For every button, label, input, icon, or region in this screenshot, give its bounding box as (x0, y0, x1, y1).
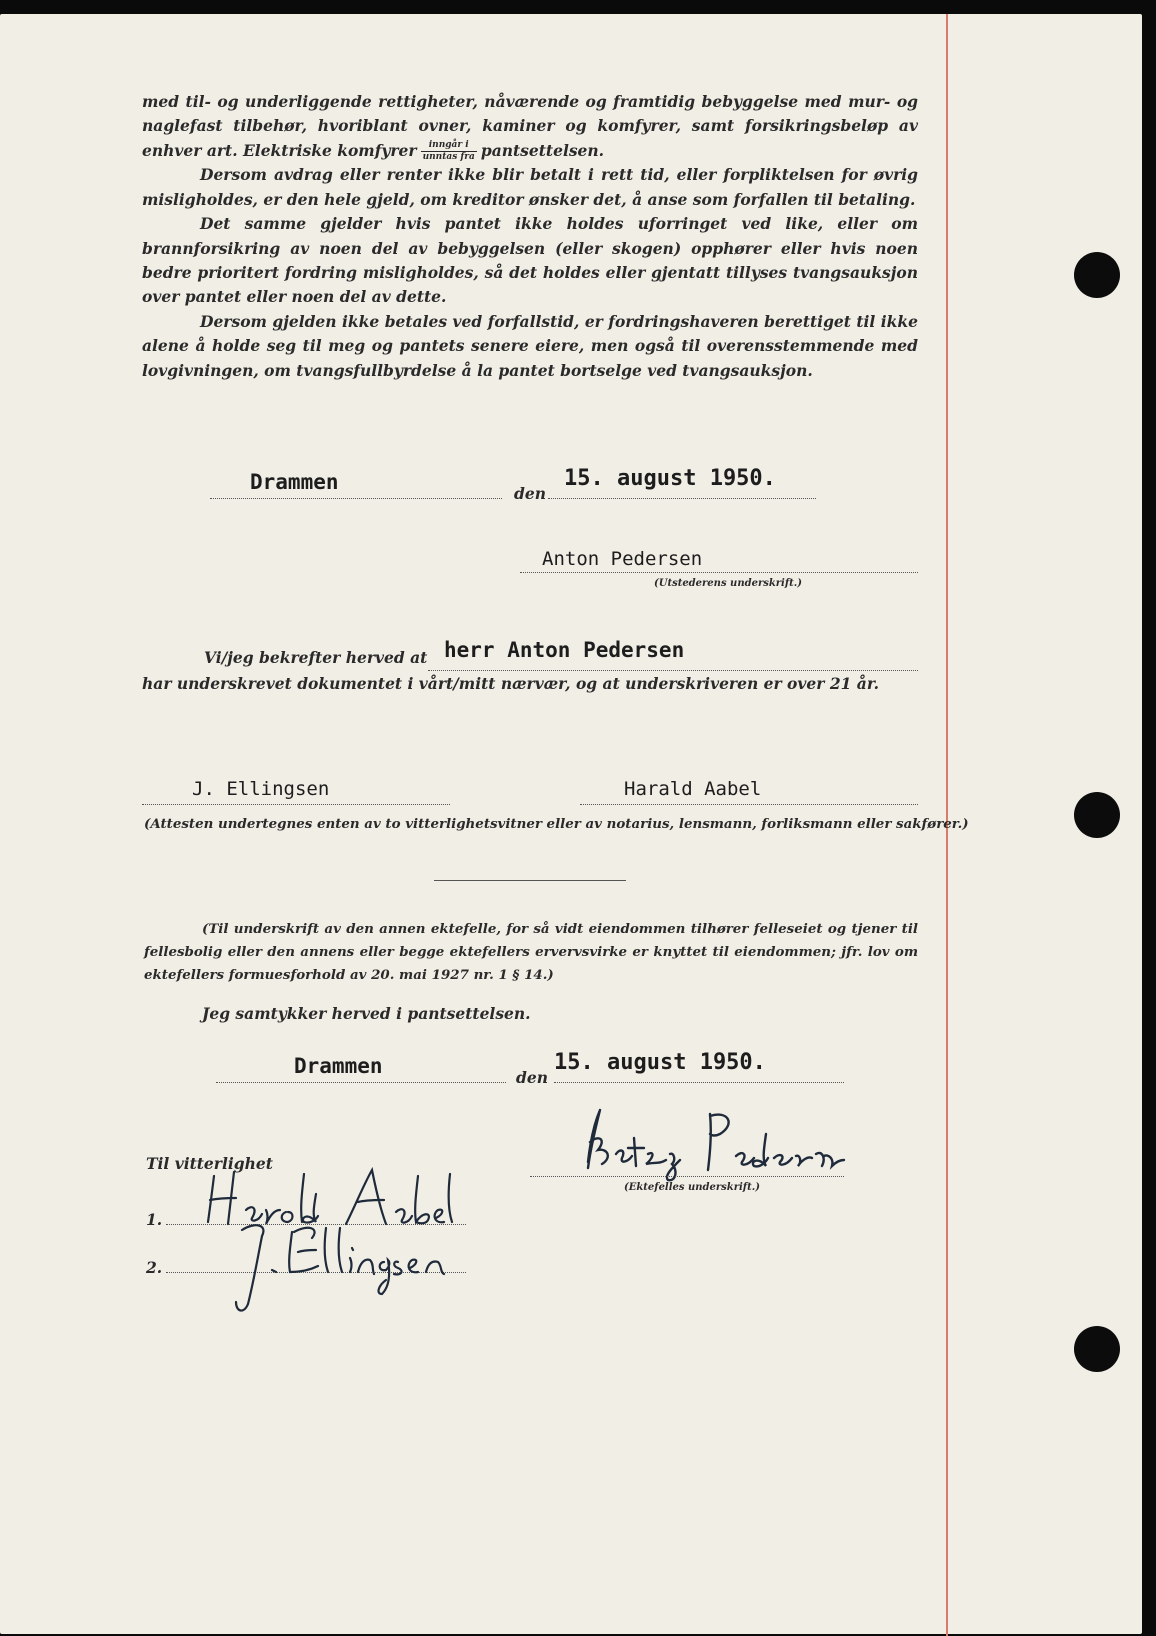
issue-den-label: den (514, 484, 546, 503)
witness2-signature-drawing (228, 1214, 478, 1324)
attest-name: herr Anton Pedersen (444, 638, 685, 662)
issuer-name: Anton Pedersen (542, 548, 703, 570)
attest-witness2-line (580, 804, 918, 805)
attest-witness2: Harald Aabel (624, 778, 762, 800)
spouse-note: (Til underskrift av den annen ektefelle, for så vidt eiendommen tilhører felleseiet og tjener til fellesbolig eller den annens eller begge ektefellers ervervsvirke er knyttet til eiendommen; jfr. lov om ektefellers formuesforhold av 20. mai 1927 nr. 1 § 14.) (144, 921, 918, 983)
fraction-inngar-unntas: $\frac{\text{inngår i}}{\text{unntas fra}}$ (422, 140, 475, 163)
punch-hole-bottom (1074, 1326, 1120, 1372)
spouse-place: Drammen (294, 1054, 383, 1078)
issue-place: Drammen (250, 470, 339, 494)
paragraph-insurance: Det samme gjelder hvis pantet ikke holdes uforringet ved like, eller om brannforsikring av noen del av bebyggelsen (eller skogen) opphører eller hvis noen bedre prioritert fordring misligholdes, så det holdes eller gjentatt tillyses tvangsauksjon over pantet eller noen del av dette. (142, 214, 918, 307)
attest-witness1-line (142, 804, 450, 805)
issuer-caption: (Utstederens underskrift.) (654, 578, 802, 589)
spouse-place-line (216, 1082, 506, 1083)
attest-witness1: J. Ellingsen (192, 778, 330, 800)
witness-heading: Til vitterlighet (146, 1154, 273, 1173)
separator-line (434, 880, 626, 881)
terms-paragraphs (142, 90, 918, 383)
spouse-signature-line (530, 1176, 844, 1177)
issue-date-line (548, 498, 816, 499)
attest-prefix: Vi/jeg bekrefter herved at (204, 648, 428, 667)
punch-hole-middle (1074, 792, 1120, 838)
witness-number-1: 1. (146, 1210, 163, 1229)
spouse-signature-drawing (560, 1104, 850, 1184)
spouse-caption: (Ektefelles underskrift.) (624, 1182, 760, 1193)
spouse-den-label: den (516, 1068, 548, 1087)
attest-name-line (428, 670, 918, 671)
issue-place-line (210, 498, 502, 499)
witness2-signature (228, 1214, 478, 1329)
paragraph-enforcement: Dersom gjelden ikke betales ved forfallstid, er fordringshaveren berettiget til ikke alene å holde seg til meg og pantets senere eiere, men også til overensstemmende med lovgivningen, om tvangsfullbyrdelse å la pantet bortselge ved tvangsauksjon. (142, 311, 918, 380)
issue-date: 15. august 1950. (564, 466, 776, 491)
paragraph-rights: med til- og underliggende rettigheter, nåværende og framtidig bebyggelse med mur- og naglefast tilbehør, hvoriblant ovner, kaminer og komfyrer, samt forsikringsbeløp av enhver art. Elektriske komfyrer $\frac{\text{inngår i}}{\text{unntas fra}}$ pantsettelsen. (142, 92, 918, 163)
document-page (0, 14, 1142, 1634)
punch-hole-top (1074, 252, 1120, 298)
paragraph-default: Dersom avdrag eller renter ikke blir betalt i rett tid, eller forpliktelsen for øvrig misligholdes, er den hele gjeld, om kreditor ønsker det, å anse som forfallen til betaling. (142, 165, 918, 209)
witness-number-2: 2. (146, 1258, 163, 1277)
attest-note: (Attesten undertegnes enten av to vitterlighetsvitner eller av notarius, lensmann, forliksmann eller sakfører.) (144, 816, 969, 832)
spouse-consent: Jeg samtykker herved i pantsettelsen. (202, 1004, 531, 1023)
issuer-signature-line (520, 572, 918, 573)
spouse-date: 15. august 1950. (554, 1050, 766, 1075)
attest-statement: har underskrevet dokumentet i vårt/mitt nærvær, og at underskriveren er over 21 år. (142, 674, 879, 693)
spouse-date-line (554, 1082, 844, 1083)
